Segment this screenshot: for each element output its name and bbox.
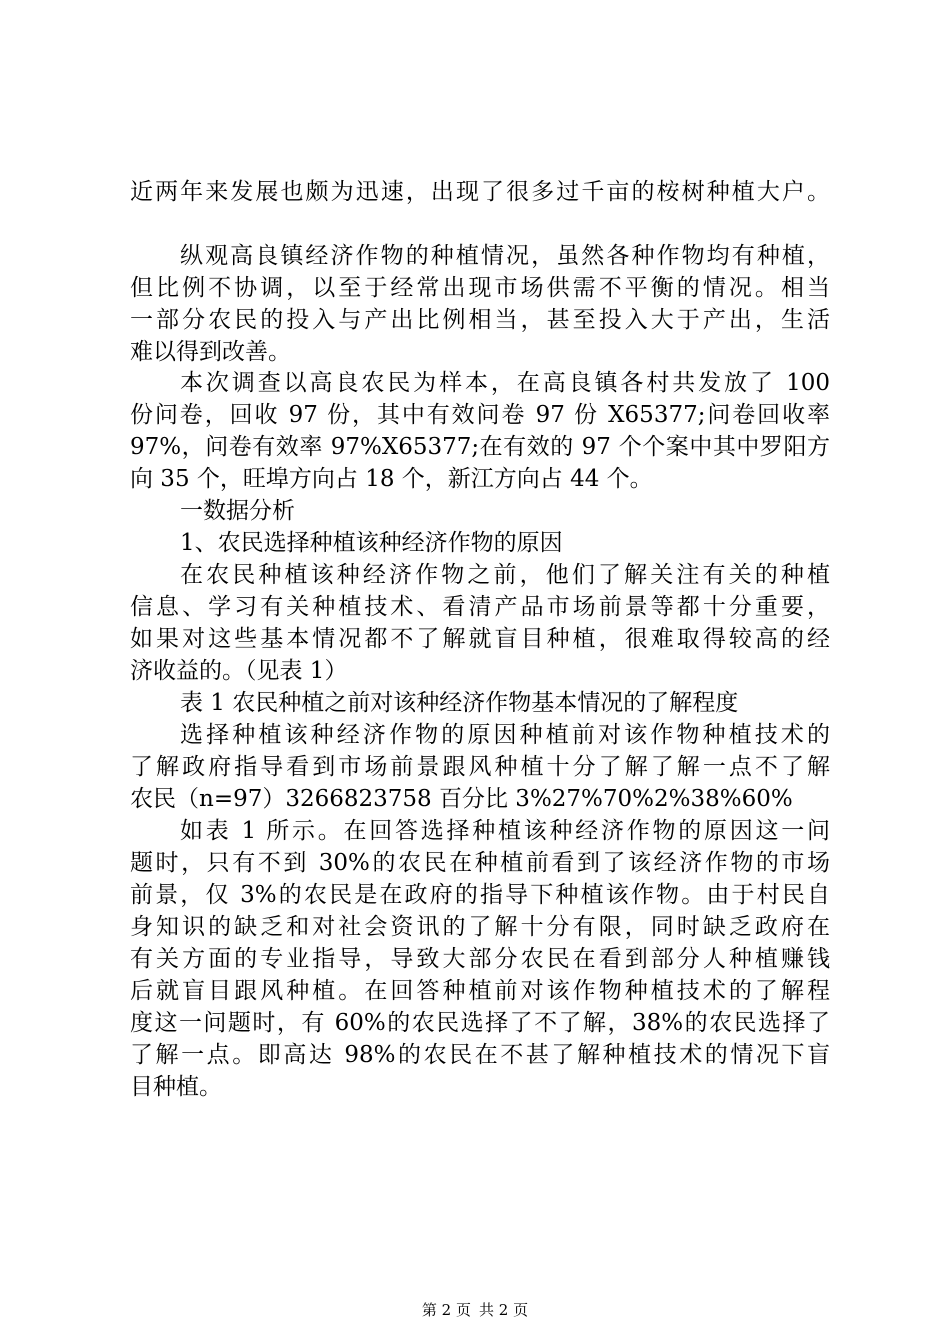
paragraph-line: 纵观高良镇经济作物的种植情况，虽然各种作物均有种植， (180, 243, 830, 269)
table-caption: 表 1 农民种植之前对该种经济作物基本情况的了解程度 (180, 690, 739, 716)
paragraph-line: 题时，只有不到 30%的农民在种植前看到了该经济作物的市场 (130, 850, 830, 876)
page-number: 第 2 页 (421, 1301, 471, 1319)
paragraph-line: 97%，问卷有效率 97%X65377;在有效的 97 个个案中其中罗阳方 (130, 434, 830, 460)
paragraph-line: 如果对这些基本情况都不了解就盲目种植，很难取得较高的经 (130, 626, 830, 652)
paragraph-line: 在农民种植该种经济作物之前，他们了解关注有关的种植 (180, 562, 830, 588)
subsection-heading: 1、农民选择种植该种经济作物的原因 (180, 530, 563, 556)
paragraph-line: 份问卷，回收 97 份，其中有效问卷 97 份 X65377;问卷回收率 (130, 402, 830, 428)
paragraph-line: 了解一点。即高达 98%的农民在不甚了解种植技术的情况下盲 (130, 1042, 830, 1068)
paragraph-line: 度这一问题时，有 60%的农民选择了不了解，38%的农民选择了 (130, 1010, 830, 1036)
page-total: 共 2 页 (479, 1301, 529, 1319)
paragraph-line: 后就盲目跟风种植。在回答种植前对该作物种植技术的了解程 (130, 978, 830, 1004)
page-footer (0, 1300, 950, 1320)
paragraph-line: 前景，仅 3%的农民是在政府的指导下种植该作物。由于村民自 (130, 882, 830, 908)
paragraph-line: 向 35 个，旺埠方向占 18 个，新江方向占 44 个。 (130, 466, 653, 492)
paragraph-line: 本次调查以高良农民为样本，在高良镇各村共发放了 100 (180, 370, 830, 396)
paragraph-line: 难以得到改善。 (130, 339, 291, 365)
paragraph-line: 济收益的。（见表 1） (130, 658, 348, 684)
table-text-line: 了解政府指导看到市场前景跟风种植十分了解了解一点不了解 (130, 754, 830, 780)
paragraph-line: 一部分农民的投入与产出比例相当，甚至投入大于产出，生活 (130, 307, 830, 333)
table-text-line: 选择种植该种经济作物的原因种植前对该作物种植技术的 (180, 722, 830, 748)
paragraph-line: 但比例不协调，以至于经常出现市场供需不平衡的情况。相当 (130, 275, 830, 301)
paragraph-line: 目种植。 (130, 1074, 222, 1100)
paragraph-line: 如表 1 所示。在回答选择种植该种经济作物的原因这一问 (180, 818, 830, 844)
paragraph-line: 有关方面的专业指导，导致大部分农民在看到部分人种植赚钱 (130, 946, 830, 972)
table-text-line: 农民（n=97）3266823758 百分比 3%27%70%2%38%60% (130, 786, 793, 812)
paragraph-line: 身知识的缺乏和对社会资讯的了解十分有限，同时缺乏政府在 (130, 914, 830, 940)
paragraph-line: 信息、学习有关种植技术、看清产品市场前景等都十分重要， (130, 594, 830, 620)
paragraph-line: 近两年来发展也颇为迅速，出现了很多过千亩的桉树种植大户。 (130, 179, 830, 205)
section-heading: 一数据分析 (180, 498, 295, 524)
